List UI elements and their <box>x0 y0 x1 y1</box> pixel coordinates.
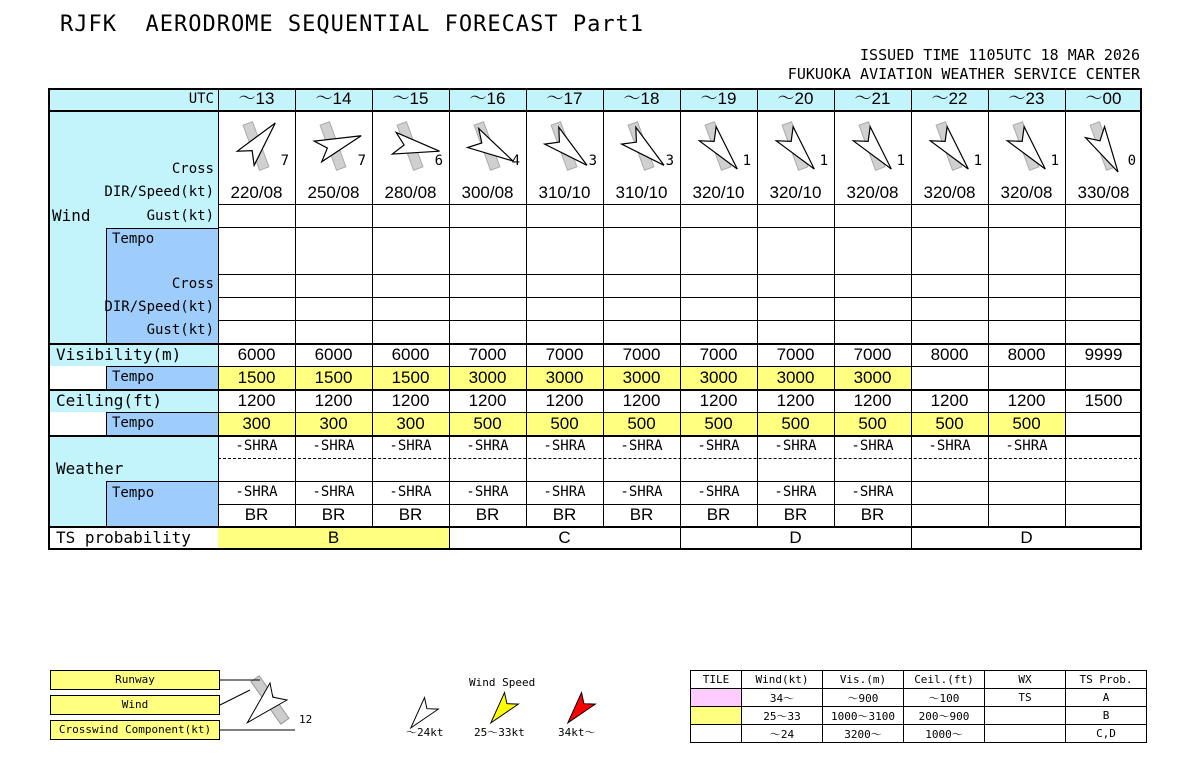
visibility-tempo-value: 3000 <box>757 366 834 389</box>
tempo-cross-label: Cross <box>171 276 214 292</box>
speed-mid-label: 25～33kt <box>474 726 525 739</box>
arrow-high-icon <box>561 693 595 729</box>
visibility-tempo-value: 3000 <box>603 366 680 389</box>
visibility-value: 7000 <box>468 345 507 364</box>
speed-low-label: ～24kt <box>406 726 444 739</box>
visibility-tempo-label: Tempo <box>112 369 155 385</box>
hour-header: ～19 <box>700 89 737 108</box>
weather-tempo-value: -SHRA <box>312 484 355 500</box>
dir-speed-label: DIR/Speed(kt) <box>104 184 214 200</box>
weather-tempo-value: BR <box>860 505 885 524</box>
ceiling-tempo-value: 300 <box>372 412 449 435</box>
crosswind-value: 1 <box>896 153 905 169</box>
tile-cell: ～100 <box>904 689 985 707</box>
ts-probability-value: B <box>218 526 449 549</box>
visibility-value: 7000 <box>853 345 892 364</box>
crosswind-value: 1 <box>1050 153 1059 169</box>
weather-tempo-label: Tempo <box>112 485 155 501</box>
ceiling-value: 1200 <box>545 391 584 410</box>
crosswind-value: 4 <box>511 153 520 169</box>
dir-speed-value: 320/08 <box>923 183 976 202</box>
visibility-value: 8000 <box>1007 345 1046 364</box>
tile-cell: B <box>1066 707 1147 725</box>
dir-speed-value: 220/08 <box>230 183 283 202</box>
weather-value: -SHRA <box>928 438 971 454</box>
wind-tempo-label: Tempo <box>112 231 155 247</box>
page-title: RJFK AERODROME SEQUENTIAL FORECAST Part1 <box>60 12 645 37</box>
ceiling-tempo-value: 500 <box>526 412 603 435</box>
ceiling-value: 1200 <box>468 391 507 410</box>
weather-tempo-value: -SHRA <box>389 484 432 500</box>
dir-speed-value: 280/08 <box>384 183 437 202</box>
tile-swatch-yellow <box>691 707 742 725</box>
tile-cell: 1000～ <box>904 725 985 743</box>
visibility-value: 9999 <box>1084 345 1123 364</box>
ceiling-value: 1200 <box>622 391 661 410</box>
crosswind-value: 1 <box>973 153 982 169</box>
hour-header: ～15 <box>392 89 429 108</box>
visibility-value: 8000 <box>930 345 969 364</box>
legend-crosswind: Crosswind Component(kt) <box>50 720 220 740</box>
legend-runway: Runway <box>50 670 220 690</box>
weather-tempo-value: -SHRA <box>543 484 586 500</box>
tile-header: TS Prob. <box>1066 671 1147 689</box>
crosswind-value: 7 <box>357 153 366 169</box>
weather-value: -SHRA <box>312 438 355 454</box>
crosswind-value: 3 <box>588 153 597 169</box>
tile-cell: TS <box>985 689 1066 707</box>
weather-value: -SHRA <box>466 438 509 454</box>
crosswind-value: 1 <box>742 153 751 169</box>
ceiling-tempo-value: 500 <box>988 412 1065 435</box>
ceiling-tempo-value: 500 <box>911 412 988 435</box>
tile-legend-table <box>690 670 1147 743</box>
dir-speed-value: 330/08 <box>1077 183 1130 202</box>
visibility-value: 7000 <box>776 345 815 364</box>
tile-header: Wind(kt) <box>742 671 823 689</box>
wind-speed-legend <box>400 686 620 746</box>
legend-example-value: 12 <box>299 713 313 726</box>
ceiling-value: 1200 <box>699 391 738 410</box>
weather-tempo-value: BR <box>475 505 500 524</box>
weather-tempo-value: BR <box>629 505 654 524</box>
tile-swatch-white <box>691 725 742 743</box>
ts-probability-value: D <box>1020 528 1033 547</box>
dir-speed-value: 310/10 <box>615 183 668 202</box>
weather-tempo-value: BR <box>321 505 346 524</box>
weather-value: -SHRA <box>389 438 432 454</box>
tile-cell: ～24 <box>742 725 823 743</box>
arrow-mid-icon <box>484 693 518 729</box>
gust-label: Gust(kt) <box>146 208 214 224</box>
dir-speed-value: 320/10 <box>769 183 822 202</box>
visibility-value: 7000 <box>622 345 661 364</box>
tile-swatch-pink <box>691 689 742 707</box>
visibility-tempo-value: 1500 <box>295 366 372 389</box>
visibility-label: Visibility(m) <box>56 345 182 364</box>
utc-label: UTC <box>188 91 214 107</box>
tile-cell: C,D <box>1066 725 1147 743</box>
weather-value: -SHRA <box>235 438 278 454</box>
ceiling-tempo-value: 300 <box>295 412 372 435</box>
weather-value: -SHRA <box>543 438 586 454</box>
ceiling-value: 1200 <box>1007 391 1046 410</box>
crosswind-value: 1 <box>819 153 828 169</box>
ceiling-tempo-value: 500 <box>680 412 757 435</box>
tile-cell: 34～ <box>742 689 823 707</box>
tile-cell <box>985 707 1066 725</box>
ceiling-value: 1200 <box>391 391 430 410</box>
table-border <box>48 88 1142 550</box>
tile-cell: 3200～ <box>823 725 904 743</box>
hour-header: ～20 <box>777 89 814 108</box>
ts-probability-value: D <box>789 528 802 547</box>
tempo-dir-speed-label: DIR/Speed(kt) <box>104 299 214 315</box>
hour-header: ～14 <box>315 89 352 108</box>
ceiling-value: 1200 <box>237 391 276 410</box>
hour-header: ～22 <box>931 89 968 108</box>
dir-speed-value: 310/10 <box>538 183 591 202</box>
visibility-value: 7000 <box>545 345 584 364</box>
visibility-tempo-value: 3000 <box>834 366 911 389</box>
tile-cell: 1000～3100 <box>823 707 904 725</box>
weather-value: -SHRA <box>620 438 663 454</box>
ceiling-tempo-value: 300 <box>218 412 295 435</box>
weather-tempo-value: BR <box>552 505 577 524</box>
legend-diagram <box>215 665 325 745</box>
visibility-tempo-value: 3000 <box>680 366 757 389</box>
tile-cell: A <box>1066 689 1147 707</box>
weather-tempo-value: -SHRA <box>466 484 509 500</box>
visibility-tempo-value: 1500 <box>372 366 449 389</box>
issued-time: ISSUED TIME 1105UTC 18 MAR 2026 <box>860 46 1140 64</box>
ts-probability-value: C <box>558 528 571 547</box>
tile-cell <box>985 725 1066 743</box>
crosswind-value: 0 <box>1127 153 1136 169</box>
visibility-value: 6000 <box>237 345 276 364</box>
visibility-tempo-value: 1500 <box>218 366 295 389</box>
tile-header: Vis.(m) <box>823 671 904 689</box>
tile-cell: 25～33 <box>742 707 823 725</box>
ceiling-label: Ceiling(ft) <box>56 391 162 410</box>
ts-probability-label: TS probability <box>56 528 191 547</box>
weather-tempo-value: -SHRA <box>620 484 663 500</box>
ceiling-tempo-value: 500 <box>834 412 911 435</box>
visibility-value: 6000 <box>391 345 430 364</box>
dir-speed-value: 320/10 <box>692 183 745 202</box>
crosswind-value: 7 <box>280 153 289 169</box>
ceiling-tempo-value: 500 <box>603 412 680 435</box>
tile-header: WX <box>985 671 1066 689</box>
weather-value: -SHRA <box>697 438 740 454</box>
ceiling-tempo-value: 500 <box>449 412 526 435</box>
weather-tempo-value: BR <box>398 505 423 524</box>
ceiling-value: 1200 <box>930 391 969 410</box>
tile-header: TILE <box>691 671 742 689</box>
visibility-value: 6000 <box>314 345 353 364</box>
hour-header: ～23 <box>1008 89 1045 108</box>
tempo-gust-label: Gust(kt) <box>146 322 214 338</box>
cross-label: Cross <box>171 161 214 177</box>
weather-tempo-value: -SHRA <box>774 484 817 500</box>
crosswind-value: 3 <box>665 153 674 169</box>
weather-value: -SHRA <box>774 438 817 454</box>
hour-header: ～21 <box>854 89 891 108</box>
visibility-tempo-value: 3000 <box>449 366 526 389</box>
wind-label: Wind <box>52 206 91 225</box>
weather-value: -SHRA <box>1005 438 1048 454</box>
legend-line-wind <box>220 690 250 705</box>
tile-cell: 200～900 <box>904 707 985 725</box>
legend-wind: Wind <box>50 695 220 715</box>
ceiling-tempo-value: 500 <box>757 412 834 435</box>
dir-speed-value: 250/08 <box>307 183 360 202</box>
weather-value: -SHRA <box>851 438 894 454</box>
hour-header: ～18 <box>623 89 660 108</box>
weather-tempo-value: BR <box>706 505 731 524</box>
forecast-table <box>48 88 1141 550</box>
hour-header: ～00 <box>1085 89 1122 108</box>
tile-cell: ～900 <box>823 689 904 707</box>
ceiling-value: 1200 <box>853 391 892 410</box>
visibility-tempo-value: 3000 <box>526 366 603 389</box>
weather-tempo-value: -SHRA <box>235 484 278 500</box>
hour-header: ～17 <box>546 89 583 108</box>
tile-header: Ceil.(ft) <box>904 671 985 689</box>
weather-tempo-value: BR <box>244 505 269 524</box>
ceiling-value: 1200 <box>314 391 353 410</box>
dir-speed-value: 320/08 <box>846 183 899 202</box>
ceiling-value: 1200 <box>776 391 815 410</box>
hour-header: ～13 <box>238 89 275 108</box>
dir-speed-value: 300/08 <box>461 183 514 202</box>
weather-label: Weather <box>56 459 124 478</box>
issue-info <box>788 46 1140 84</box>
visibility-value: 7000 <box>699 345 738 364</box>
weather-tempo-value: -SHRA <box>851 484 894 500</box>
crosswind-value: 6 <box>434 153 443 169</box>
ceiling-tempo-label: Tempo <box>112 415 155 431</box>
weather-tempo-value: -SHRA <box>697 484 740 500</box>
issuing-center: FUKUOKA AVIATION WEATHER SERVICE CENTER <box>787 65 1140 83</box>
dir-speed-value: 320/08 <box>1000 183 1053 202</box>
weather-tempo-value: BR <box>783 505 808 524</box>
ceiling-value: 1500 <box>1084 391 1123 410</box>
speed-high-label: 34kt～ <box>558 726 596 739</box>
hour-header: ～16 <box>469 89 506 108</box>
wind-speed-title: Wind Speed <box>469 676 536 689</box>
